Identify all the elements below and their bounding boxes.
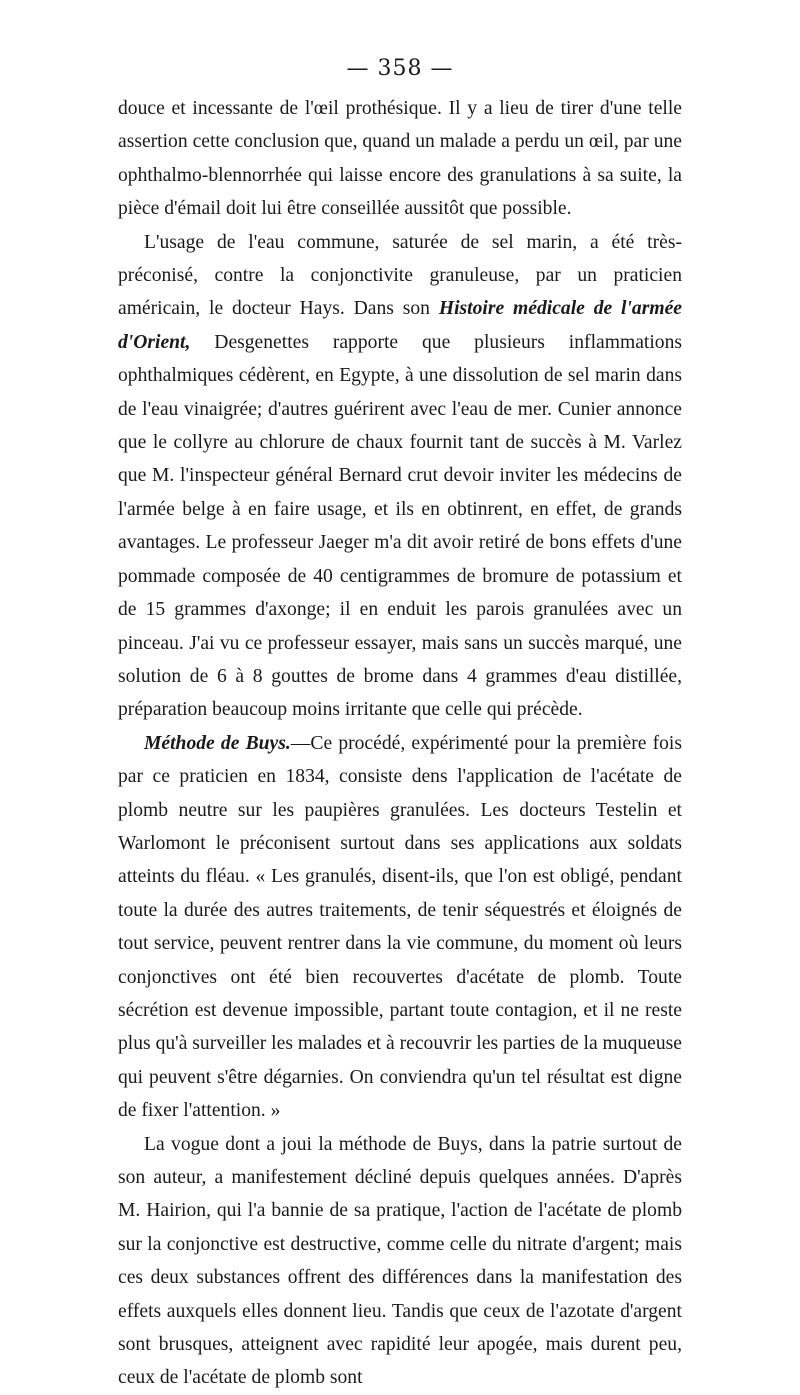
page-number: — 358 —	[346, 56, 454, 81]
paragraph-3	[118, 727, 682, 1128]
paragraph-3-text: —Ce procédé, expérimenté pour la première fois par ce praticien en 1834, consiste dens l'application de l'acétate de plomb neutre sur les paupières granulées. Les docteurs Testelin et Warlomont le préconisent surtout dans ses applications aux soldats atteints du fléau. « Les granulés, disent-ils, que l'on est obligé, pendant toute la durée des autres traitements, de tenir séquestrés et éloignés de tout service, peuvent rentrer dans la vie commune, du moment où leurs conjonctives ont été bien recouvertes d'acétate de plomb. Toute sécrétion est devenue impossible, partant toute contagion, et il ne reste plus qu'à surveiller les malades et à recouvrir les parties de la muqueuse qui peuvent s'être dégarnies. On conviendra qu'un tel résultat est digne de fixer l'attention. »	[118, 732, 682, 1122]
paragraph-2-text-b: Desgenettes rapporte que plusieurs inflammations ophthalmiques cédèrent, en Egypte, à une dissolution de sel marin dans de l'eau vinaigrée; d'autres guérirent avec l'eau de mer. Cunier annonce que le collyre au chlorure de chaux fournit tant de succès à M. Varlez que M. l'inspecteur général Bernard crut devoir inviter les médecins de l'armée belge à en faire usage, et ils en obtinrent, en effet, de grands avantages. Le professeur Jaeger m'a dit avoir retiré de bons effets d'une pommade composée de 40 centigrammes de bromure de potassium et de 15 grammes d'axonge; il en enduit les parois granulées avec un pinceau. J'ai vu ce professeur essayer, mais sans un succès marqué, une solution de 6 à 8 gouttes de brome dans 4 grammes d'eau distillée, préparation beaucoup moins irritante que celle qui précède.	[118, 331, 682, 721]
section-heading-buys: Méthode de Buys.	[144, 732, 291, 754]
paragraph-2-text-a: L'usage de l'eau commune, saturée de sel marin, a été très-préconisé, contre la conjonctivite granuleuse, par un praticien américain, le docteur Hays. Dans son	[118, 231, 682, 320]
body-text	[118, 92, 682, 1395]
book-title: Histoire médicale de l'armée d'Orient,	[118, 298, 682, 353]
paragraph-4: La vogue dont a joui la méthode de Buys, dans la patrie surtout de son auteur, a manifestement décliné depuis quelques années. D'après M. Hairion, qui l'a bannie de sa pratique, l'action de l'acétate de plomb sur la conjonctive est destructive, comme celle du nitrate d'argent; mais ces deux substances offrent des différences dans la manifestation des effets auxquels elles donnent lieu. Tandis que ceux de l'azotate d'argent sont brusques, atteignent avec rapidité leur apogée, mais durent peu, ceux de l'acétate de plomb sont	[118, 1133, 682, 1389]
paragraph-2	[118, 226, 682, 727]
paragraph-1: douce et incessante de l'œil prothésique. Il y a lieu de tirer d'une telle assertion cette conclusion que, quand un malade a perdu un œil, par une ophthalmo-blennorrhée qui laisse encore des granulations à sa suite, la pièce d'émail doit lui être conseillée aussitôt que possible.	[118, 98, 682, 220]
